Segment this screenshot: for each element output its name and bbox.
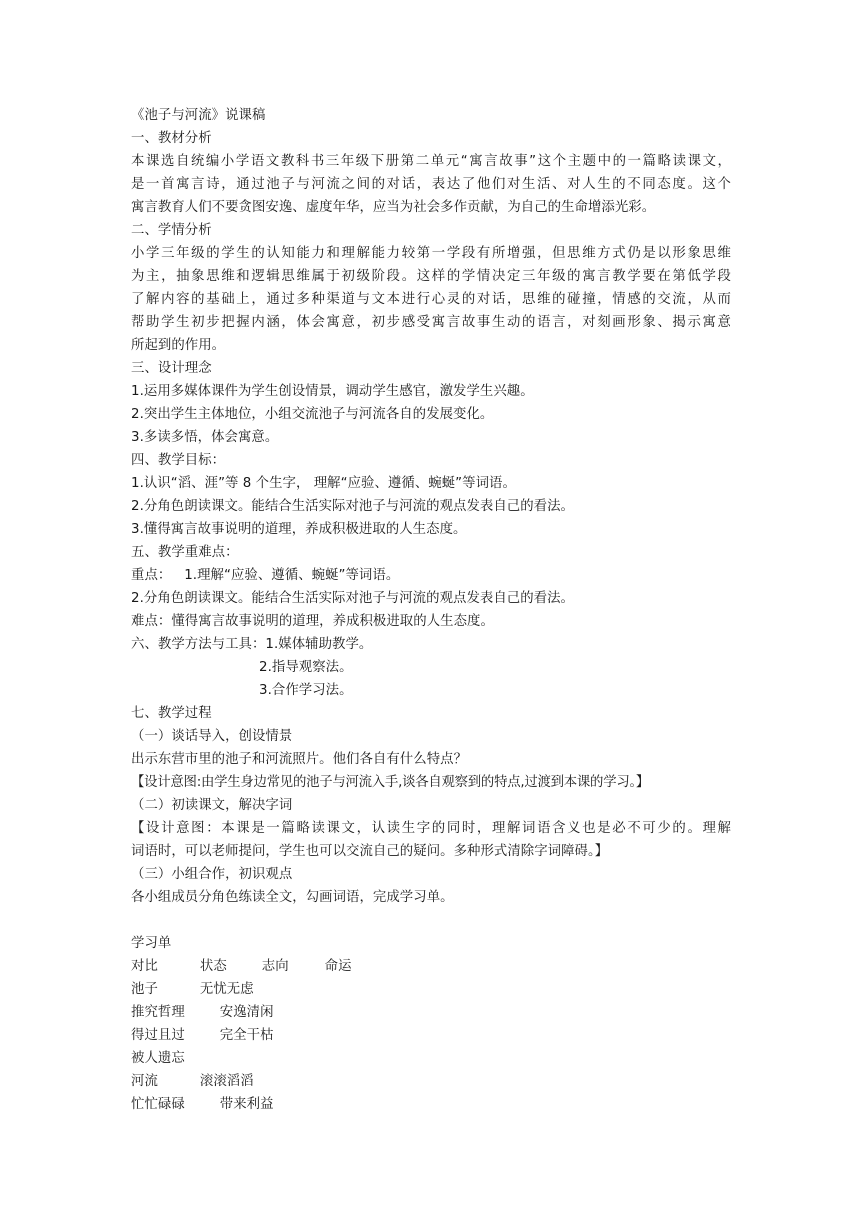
paragraph-line: 出示东营市里的池子和河流照片。他们各自有什么特点？: [131, 752, 468, 767]
design-intent: 词语时，可以老师提问，学生也可以交流自己的疑问。多种形式清除字词障碍。】: [131, 844, 609, 859]
section-heading-3: 三、设计理念: [131, 361, 212, 376]
worksheet-row: [131, 978, 731, 1001]
list-item: 2.分角色朗读课文。能结合生活实际对池子与河流的观点发表自己的看法。: [131, 591, 574, 606]
paragraph-line: 寓言教育人们不要贪图安逸、虚度年华，应当为社会多作贡献，为自己的生命增添光彩。: [131, 200, 656, 215]
list-item: 2.指导观察法。: [259, 660, 353, 675]
list-item: 难点：懂得寓言故事说明的道理，养成积极进取的人生态度。: [131, 614, 494, 629]
worksheet-cell: 忙忙碌碌: [131, 1097, 185, 1112]
worksheet: [131, 932, 731, 1116]
design-intent: 【设计意图:由学生身边常见的池子与河流入手,谈各自观察到的特点,过渡到本课的学习。】: [131, 775, 650, 790]
section-heading-6: 六、教学方法与工具：1.媒体辅助教学。: [131, 637, 373, 652]
list-item: 1.运用多媒体课件为学生创设情景，调动学生感官，激发学生兴趣。: [131, 384, 534, 399]
subsection-title: （一）谈话导入，创设情景: [131, 729, 293, 744]
worksheet-cell: 完全干枯: [219, 1028, 274, 1043]
subsection-title: （三）小组合作，初识观点: [131, 867, 293, 882]
list-item: 3.合作学习法。: [259, 683, 353, 698]
paragraph-line: 所起到的作用。: [131, 338, 226, 353]
worksheet-row: [131, 1093, 731, 1116]
worksheet-cell: 安逸清闲: [219, 1005, 274, 1020]
worksheet-header-row: [131, 955, 731, 978]
section-heading-7: 七、教学过程: [131, 706, 212, 721]
paragraph-line: 帮助学生初步把握内涵，体会寓意，初步感受寓言故事生动的语言，对刻画形象、揭示寓意: [131, 315, 731, 330]
worksheet-header-cell: 命运: [324, 959, 352, 974]
worksheet-row: [131, 1070, 731, 1093]
worksheet-cell: 河流: [131, 1074, 158, 1089]
worksheet-cell: 推究哲理: [131, 1005, 185, 1020]
section-heading-4: 四、教学目标：: [131, 453, 226, 468]
worksheet-row: [131, 1001, 731, 1024]
worksheet-header-cell: 对比: [131, 959, 158, 974]
paragraph-line: 为主，抽象思维和逻辑思维属于初级阶段。这样的学情决定三年级的寓言教学要在第低学段: [131, 269, 731, 284]
list-item: 3.多读多悟，体会寓意。: [131, 430, 279, 445]
worksheet-header-cell: 志向: [261, 959, 289, 974]
worksheet-title: 学习单: [131, 936, 172, 951]
paragraph-line: 小学三年级的学生的认知能力和理解能力较第一学段有所增强，但思维方式仍是以形象思维: [131, 246, 731, 261]
section-heading-1: 一、教材分析: [131, 131, 212, 146]
section-heading-5: 五、教学重难点：: [131, 545, 239, 560]
blank-line: [131, 909, 731, 932]
paragraph-line: 本课选自统编小学语文教科书三年级下册第二单元“寓言故事”这个主题中的一篇略读课文，: [131, 154, 731, 169]
worksheet-cell: 无忧无虑: [199, 982, 254, 997]
section-heading-2: 二、学情分析: [131, 223, 212, 238]
list-item: 2.分角色朗读课文。能结合生活实际对池子与河流的观点发表自己的看法。: [131, 499, 574, 514]
worksheet-header-cell: 状态: [199, 959, 227, 974]
worksheet-cell: 被人遗忘: [131, 1051, 185, 1066]
doc-title: 《池子与河流》说课稿: [131, 108, 266, 123]
list-item: 2.突出学生主体地位，小组交流池子与河流各自的发展变化。: [131, 407, 494, 422]
document-body: [131, 104, 731, 1116]
worksheet-cell: 带来利益: [219, 1097, 274, 1112]
worksheet-cell: 得过且过: [131, 1028, 185, 1043]
subsection-title: （二）初读课文，解决字词: [131, 798, 293, 813]
design-intent: 【设计意图：本课是一篇略读课文，认读生字的同时，理解词语含义也是必不可少的。理解: [131, 821, 731, 836]
list-item: 3.懂得寓言故事说明的道理，养成积极进取的人生态度。: [131, 522, 467, 537]
worksheet-cell: 池子: [131, 982, 158, 997]
worksheet-row: [131, 1024, 731, 1047]
list-item: 1.认识“滔、涯”等 8 个生字， 理解“应验、遵循、蜿蜒”等词语。: [131, 476, 516, 491]
list-item: 重点： 1.理解“应验、遵循、蜿蜒”等词语。: [131, 568, 400, 583]
worksheet-cell: 滚滚滔滔: [199, 1074, 254, 1089]
worksheet-row: [131, 1047, 731, 1070]
paragraph-line: 是一首寓言诗，通过池子与河流之间的对话，表达了他们对生活、对人生的不同态度。这个: [131, 177, 731, 192]
paragraph-line: 各小组成员分角色练读全文，勾画词语，完成学习单。: [131, 890, 454, 905]
paragraph-line: 了解内容的基础上，通过多种渠道与文本进行心灵的对话，思维的碰撞，情感的交流，从而: [131, 292, 731, 307]
